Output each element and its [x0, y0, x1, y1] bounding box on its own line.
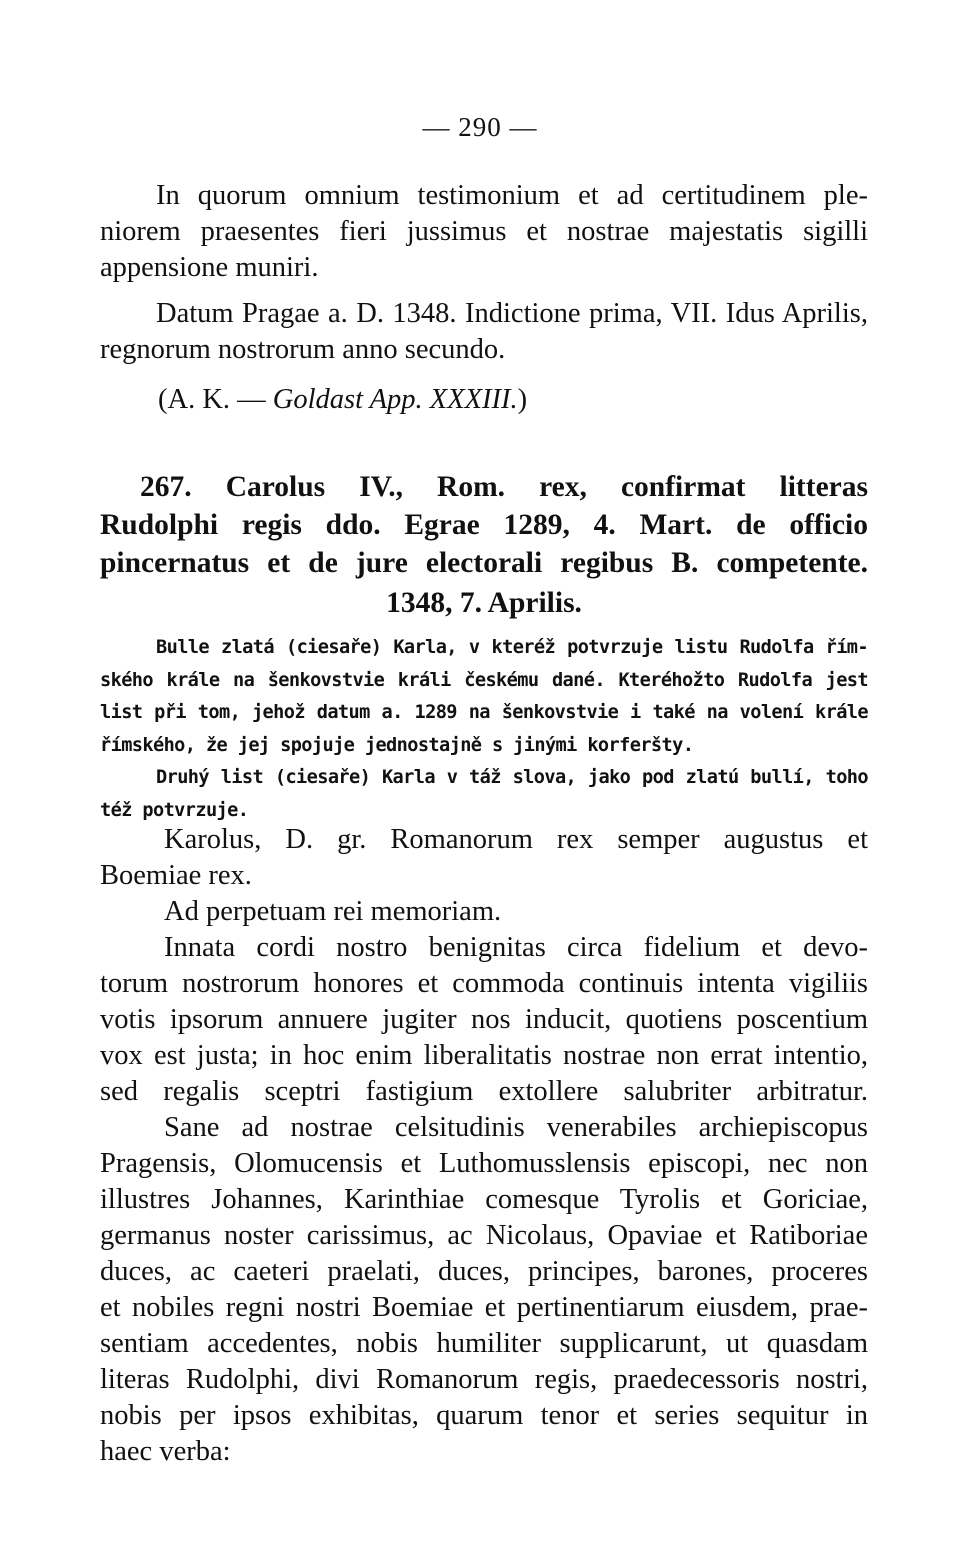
narratio-line: et nobiles regni nostri Boemiae et pertinentiarum eiusdem, prae- — [100, 1292, 868, 1323]
closing-text — [100, 178, 868, 286]
narratio-paragraph — [100, 1110, 868, 1470]
narratio-line: literas Rudolphi, divi Romanorum regis, praedecessoris nostri, — [100, 1364, 868, 1395]
source-suffix: ) — [517, 384, 528, 415]
narratio-line: duces, ac caeteri praelati, duces, principes, barones, proceres — [100, 1256, 868, 1287]
arenga-paragraph — [100, 930, 868, 1110]
datum-text — [100, 296, 868, 368]
intitulatio-paragraph — [100, 822, 868, 930]
closing-line: In quorum omnium testimonium et ad certitudinem ple- — [156, 180, 868, 211]
heading-date: 1348, 7. Aprilis. — [386, 587, 582, 619]
arenga-line: vox est justa; in hoc enim liberalitatis nostrae non errat intentio, — [100, 1040, 868, 1071]
source-prefix: (A. K. — — [158, 384, 273, 415]
source-italic: Goldast App. XXXIII. — [272, 384, 518, 415]
narratio-line: haec verba: — [100, 1436, 231, 1467]
closing-paragraph — [100, 178, 868, 286]
datum-paragraph — [100, 296, 868, 368]
narratio-line: sentiam accedentes, nobis humiliter supplicarunt, ut quasdam — [100, 1328, 868, 1359]
arenga-line: Innata cordi nostro benignitas circa fidelium et devo- — [164, 932, 868, 963]
datum-line: Aprilis, regnorum nostrorum anno secundo. — [100, 298, 868, 365]
source-citation — [158, 382, 926, 418]
narratio-line: illustres Johannes, Karinthiae comesque Tyrolis et Goriciae, — [100, 1184, 868, 1215]
narratio-line: Sane ad nostrae celsitudinis venerabiles archiepiscopus — [164, 1112, 868, 1143]
arenga-line: torum nostrorum honores et commoda continuis intenta vigiliis — [100, 968, 868, 999]
datum-line: Datum Pragae a. D. 1348. Indictione prima, VII. Idus — [156, 298, 775, 329]
closing-line: appensione muniri. — [100, 252, 319, 283]
regest-line: též potvrzuje. — [100, 799, 249, 821]
regest-line: ského krále na šenkovstvie králi českému dané. Kteréhožto Rudolfa jest — [100, 669, 868, 691]
narratio-line: nobis per ipsos exhibitas, quarum tenor et series sequitur in — [100, 1400, 868, 1431]
narratio-line: germanus noster carissimus, ac Nicolaus, Opaviae et Ratiboriae — [100, 1220, 868, 1251]
regest-line: Druhý list (ciesaře) Karla v táž slova, jako pod zlatú bullí, toho — [156, 767, 868, 788]
closing-line: niorem praesentes fieri jussimus et nostrae majestatis sigilli — [100, 216, 868, 247]
regest-line: Bulle zlatá (ciesaře) Karla, v kteréž potvrzuje listu Rudolfa řím- — [156, 637, 868, 658]
arenga-line: sed regalis sceptri fastigium extollere salubriter arbitratur. — [100, 1076, 868, 1107]
regest-block — [100, 632, 868, 827]
heading-line: 267. Carolus IV., Rom. rex, confirmat litteras — [140, 471, 868, 503]
heading-line: pincernatus et de jure electorali regibus B. competente. — [100, 547, 868, 579]
regest-line: římského, že jej spojuje jednostajně s jinými korferšty. — [100, 734, 694, 756]
charter-line: Karolus, D. gr. Romanorum rex semper augustus et — [164, 824, 868, 855]
regest-line: list při tom, jehož datum a. 1289 na šenkovstvie i také na volení krále — [100, 702, 868, 723]
document-heading — [100, 468, 868, 582]
narratio-line: Pragensis, Olomucensis et Luthomusslensis episcopi, nec non — [100, 1148, 868, 1179]
charter-line: Boemiae rex. — [100, 860, 252, 891]
heading-line: Rudolphi regis ddo. Egrae 1289, 4. Mart. de officio — [100, 509, 868, 541]
page-number: — 290 — — [422, 112, 538, 142]
arenga-line: votis ipsorum annuere jugiter nos inducit, quotiens poscentium — [100, 1004, 868, 1035]
charter-line: Ad perpetuam rei memoriam. — [164, 896, 502, 927]
